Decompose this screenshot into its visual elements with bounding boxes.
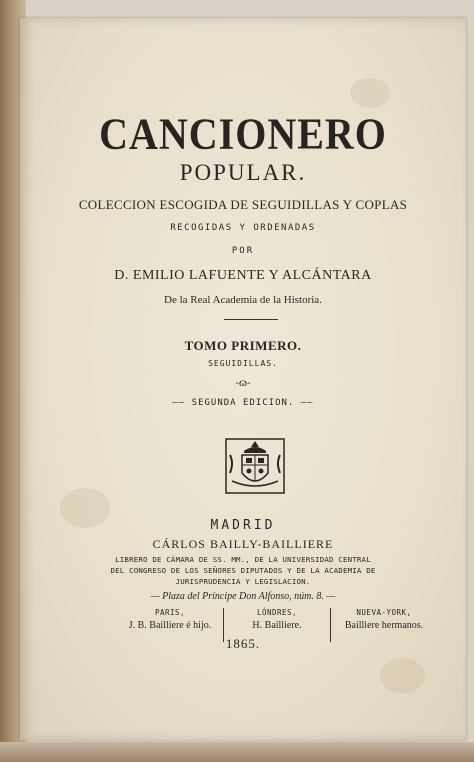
edition-label: —— SEGUNDA EDICION. —— [172,398,314,408]
publication-year: 1865. [225,636,261,651]
title-page [20,18,466,740]
branch-city: NUEVA-YORK, [356,608,412,617]
divider-rule [224,319,278,320]
paper-stain [350,78,390,108]
publisher-name: CÁRLOS BAILLY-BAILLIERE [152,537,334,551]
volume-subject: SEGUIDILLAS. [208,359,278,368]
imprint-city: MADRID [210,518,276,533]
publisher-line-3: JURISPRUDENCIA Y LEGISLACION. [175,577,311,586]
publisher-line-1: LIBRERO DE CÁMARA DE SS. MM., DE LA UNIVERSIDAD CENTRAL [115,555,371,564]
collected-note: RECOGIDAS Y ORDENADAS [170,223,316,233]
publisher-address: — Plaza del Príncipe Don Alfonso, núm. 8. — [150,591,336,602]
book-subtitle: POPULAR. [179,160,307,185]
ornament: -ɷ- [235,378,251,389]
by-label: POR [231,246,255,256]
branch-publisher: J. B. Bailliere é hijo. [128,620,212,631]
book-binding-bottom [0,742,474,762]
publisher-line-2: DEL CONGRESO DE LOS SEÑORES DIPUTADOS Y DE LA ACADEMIA DE [110,566,376,575]
author-affiliation: De la Real Academia de la Historia. [164,294,322,306]
branch-city: PARIS, [154,608,186,617]
branch-publisher: H. Bailliere. [252,620,302,631]
book-description: COLECCION ESCOGIDA DE SEGUIDILLAS Y COPLAS [78,197,408,212]
author-name: D. EMILIO LAFUENTE Y ALCÁNTARA [114,268,372,283]
publisher-emblem-icon [224,433,286,495]
branch-publisher: Bailliere hermanos. [344,620,424,631]
branch-city: LÓNDRES, [256,608,298,617]
paper-stain [380,658,425,693]
book-title: CANCIONERO [99,108,387,159]
volume-label: TOMO PRIMERO. [184,338,302,353]
